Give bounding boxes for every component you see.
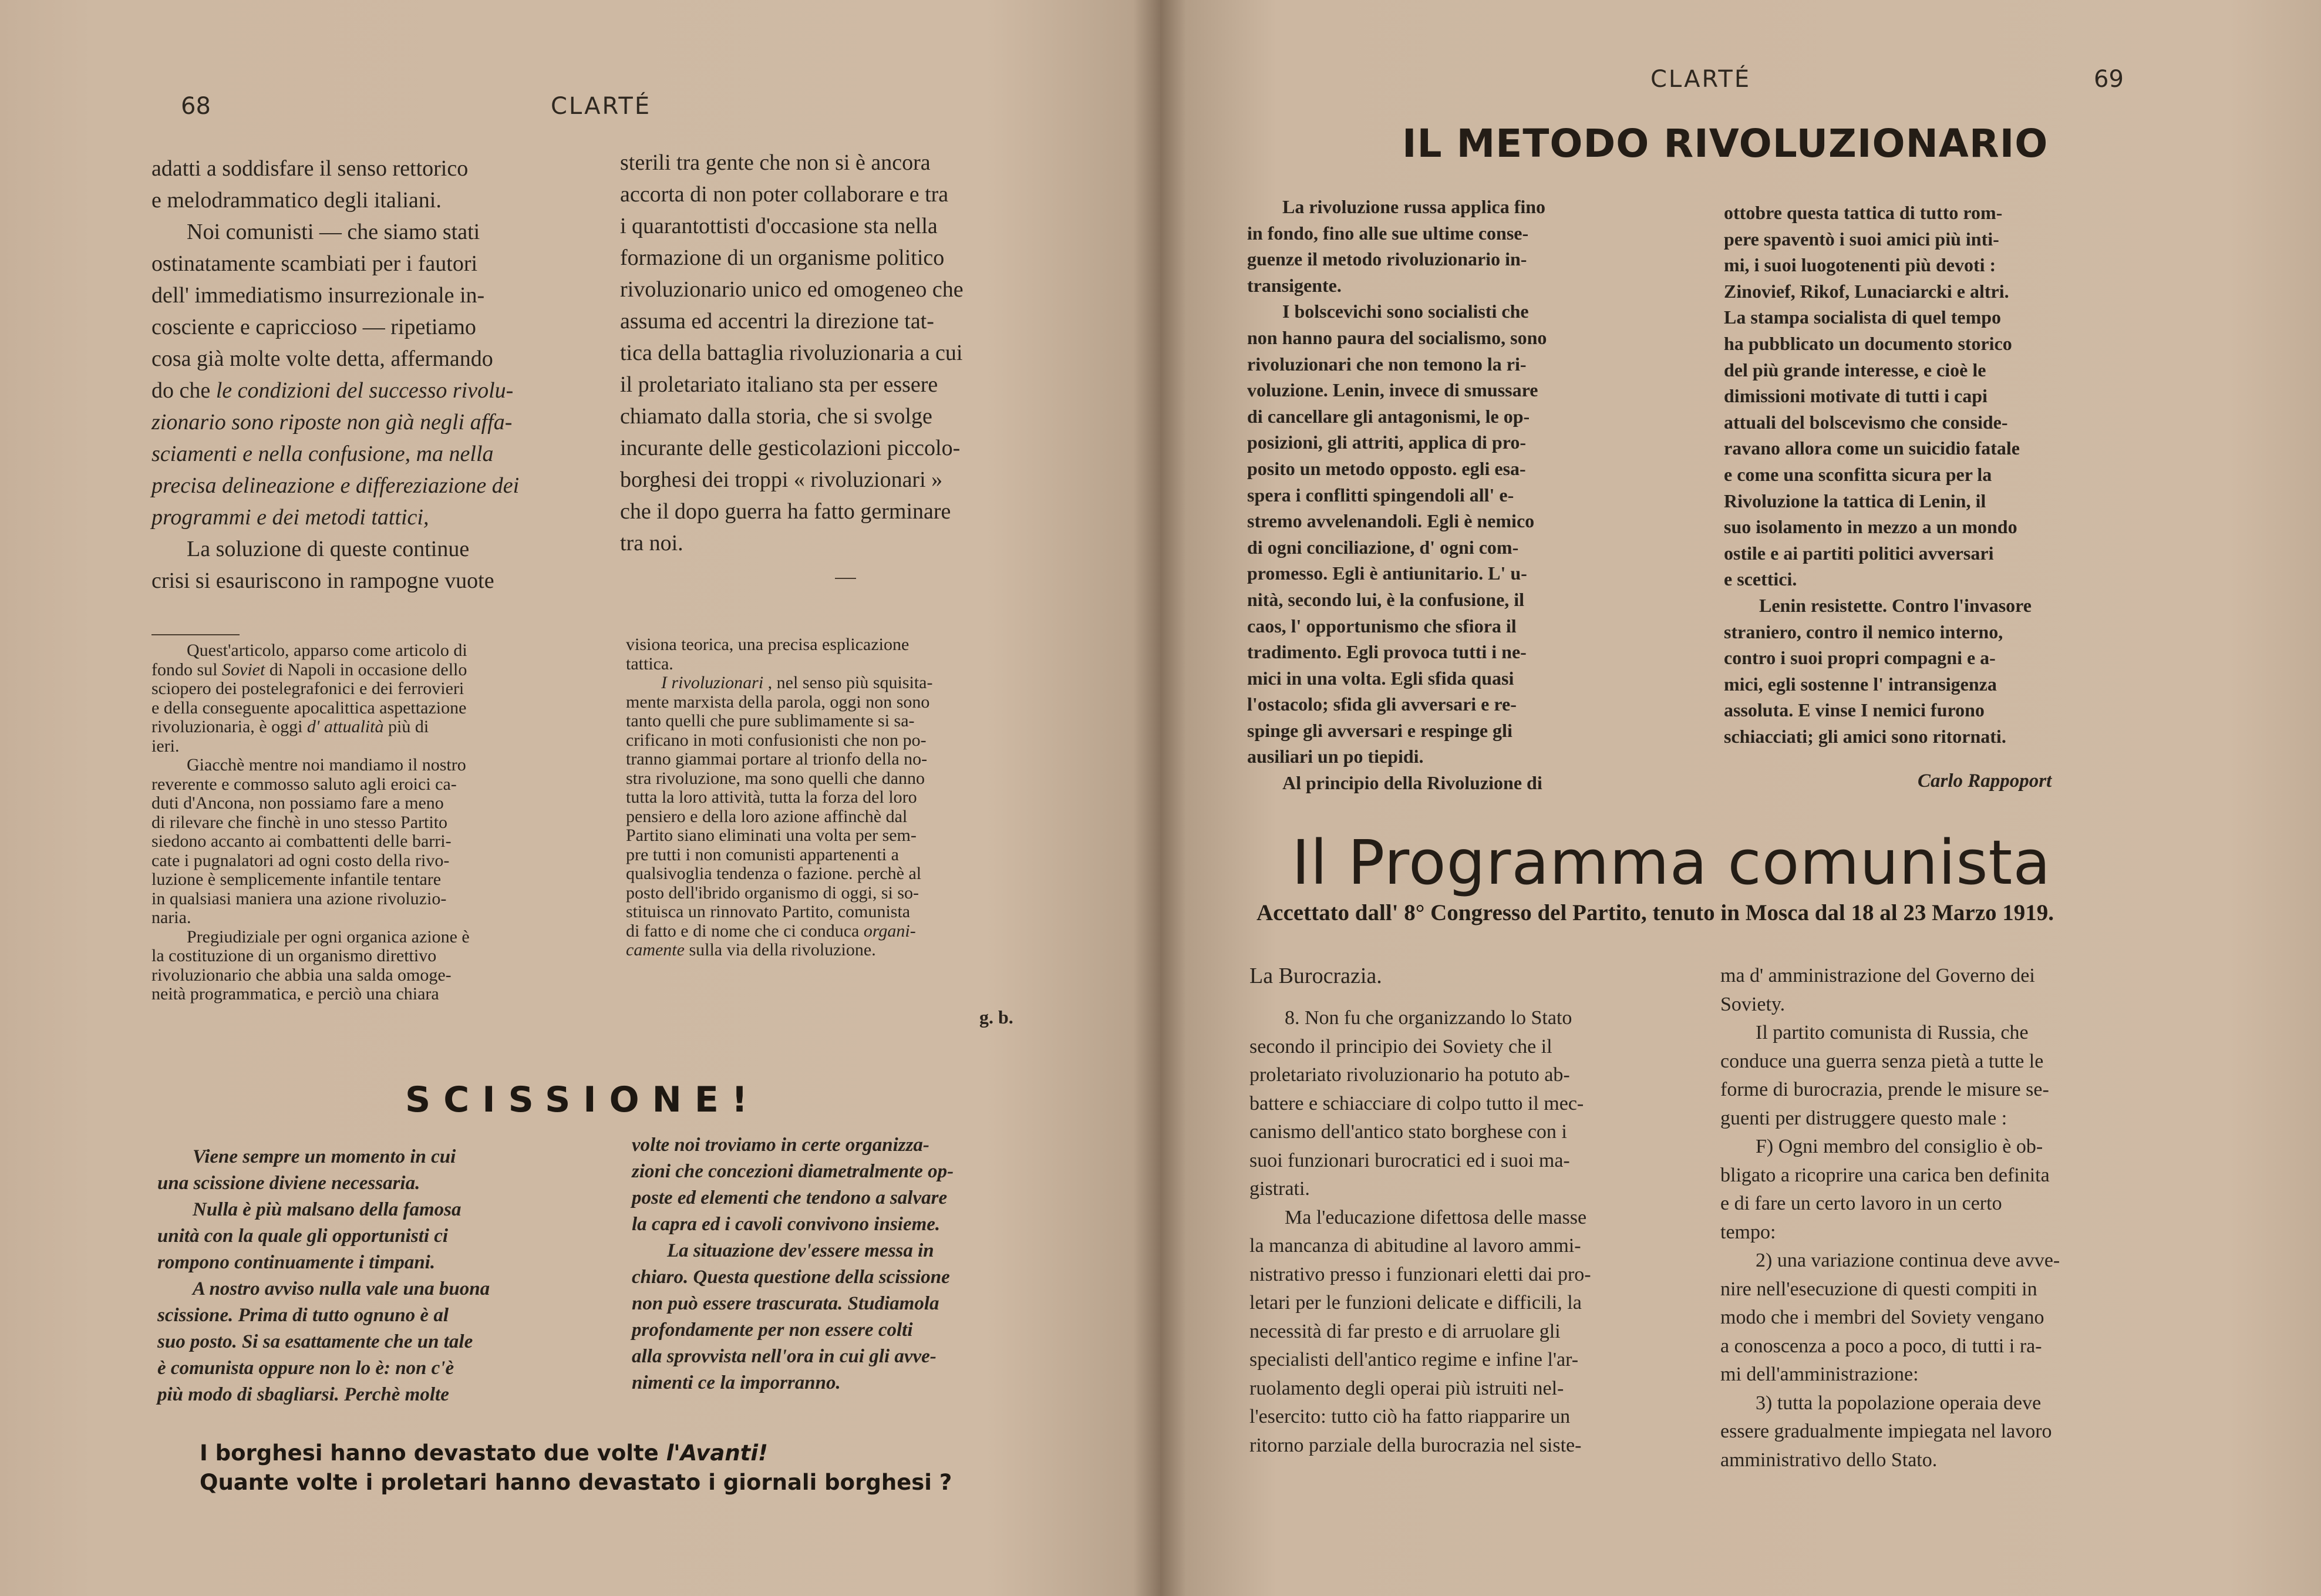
text-line: borghesi dei troppi « rivoluzionari » [620,467,943,492]
banner-line-2: Quante volte i proletari hanno devastato i giornali borghesi ? [200,1470,952,1495]
text-line: guenti per distruggere questo male : [1720,1107,2007,1129]
text-line: schiacciati; gli amici sono ritornati. [1724,725,2006,747]
text-line: rivoluzionaria, è oggi d' attualità più di [151,717,429,736]
banner-line-1 [200,1437,768,1469]
text-line: conduce una guerra senza pietà a tutte le [1720,1050,2044,1072]
text-line: modo che i membri del Soviety vengano [1720,1307,2044,1328]
text-line: profondamente per non essere colti [632,1319,913,1341]
text-line: tempo: [1720,1221,1776,1243]
text-line: zioni che concezioni diametralmente op- [632,1161,954,1182]
text-line: necessità di far presto e di arruolare gli [1249,1320,1561,1342]
text-line: ma d' amministrazione del Governo dei [1720,965,2035,986]
text-line: il proletariato italiano sta per essere [620,372,938,397]
text-line: tica della battaglia rivoluzionaria a cui [620,341,963,365]
text-line: di cancellare gli antagonismi, le op- [1247,405,1530,427]
metodo-column-2 [1724,200,2164,749]
text-line: di ogni conciliazione, d' ogni com- [1247,536,1519,558]
text-line: contro i suoi propri compagni e a- [1724,647,1996,669]
text-line: La stampa socialista di quel tempo [1724,307,2002,328]
end-dash [835,578,856,579]
running-head: CLARTÉ [1650,66,1751,93]
text-line: mi, i suoi luogotenenti più devoti : [1724,254,1996,276]
text-line: cosa già molte volte detta, affermando [151,346,493,371]
text-line: forme di burocrazia, prende le misure se- [1720,1079,2049,1100]
text-line: transigente. [1247,274,1342,296]
text-line: pere spaventò i suoi amici più inti- [1724,228,1999,250]
text-line: accorta di non poter collaborare e tra [620,182,949,207]
text-line: amministrativo dello Stato. [1720,1449,1938,1471]
text-line: Soviety. [1720,993,1786,1015]
text-line: chiaro. Questa questione della scissione [632,1267,950,1288]
text-line: specialisti dell'antico regime e infine l'ar- [1249,1349,1579,1371]
text-line: tattica. [626,654,673,674]
text-line: ritorno parziale della burocrazia nel siste- [1249,1434,1582,1456]
text-line: stituisca un rinnovato Partito, comunista [626,902,911,921]
text-line: Viene sempre un momento in cui [193,1146,456,1167]
text-line: e scettici. [1724,568,1797,590]
text-line: ha pubblicato un documento storico [1724,332,2012,354]
text-line: stra rivoluzione, ma sono quelli che danno [626,768,925,788]
text-line: posito un metodo opposto. egli esa- [1247,457,1526,479]
text-line: rivoluzionario unico ed omogeneo che [620,277,964,302]
text-line: del più grande interesse, e cioè le [1724,359,1986,381]
text-line: I rivoluzionari , nel senso più squisita- [661,673,933,692]
text-line: Partito siano eliminati una volta per sem- [626,826,917,845]
text-line: pre tutti i non comunisti appartenenti a [626,844,899,864]
text-line: più modo di sbagliarsi. Perchè molte [157,1384,449,1405]
text-line: camente sulla via della rivoluzione. [626,940,876,959]
text-line: Nulla è più malsano della famosa [193,1199,461,1220]
text-line: qualsivoglia tendenza o fazione. perchè al [626,864,922,883]
text-line: letari per le funzioni delicate e difficili, la [1249,1292,1582,1314]
text-line: di fatto e di nome che ci conduca organi- [626,921,916,941]
text-line: in fondo, fino alle sue ultime conse- [1247,222,1529,244]
text-line: spinge gli avversari e respinge gli [1247,719,1512,741]
text-line: programmi e dei metodi tattici, [151,505,429,530]
text-line: ieri. [151,736,180,756]
book-gutter-shadow [1133,0,1186,1596]
text-line: incurante delle gesticolazioni piccolo- [620,436,961,460]
text-line: scissione. Prima di tutto ognuno è al [157,1305,449,1326]
text-line: visiona teorica, una precisa esplicazione [626,635,909,654]
scissione-title: SCISSIONE! [405,1079,761,1120]
text-line: mici, egli sostenne l' intransigenza [1724,673,1997,695]
text-line: rivoluzionario che abbia una salda omoge- [151,965,452,985]
text-line: non può essere trascurata. Studiamola [632,1293,939,1314]
page-number: 69 [2094,66,2124,93]
programma-subtitle: Accettato dall' 8° Congresso del Partito, tenuto in Mosca dal 18 al 23 Marzo 1919. [1256,900,2054,925]
text-line: tranno giammai portare al trionfo della no- [626,749,928,769]
text-line: Il partito comunista di Russia, che [1756,1022,2029,1043]
text-line: secondo il principio dei Soviety che il [1249,1035,1552,1058]
text-line: guenze il metodo rivoluzionario in- [1247,248,1527,270]
page-number: 68 [181,93,211,120]
text-line: F) Ogni membro del consiglio è ob- [1756,1136,2043,1157]
text-line: bligato a ricoprire una carica ben definita [1720,1164,2050,1186]
text-line: adatti a soddisfare il senso rettorico [151,156,469,181]
text-line: i quarantottisti d'occasione sta nella [620,214,938,238]
text-line: la mancanza di abitudine al lavoro ammi- [1249,1235,1581,1257]
text-line: dimissioni motivate di tutti i capi [1724,385,1987,407]
footnote-column-1 [151,641,598,1004]
text-line: e della conseguente apocalittica aspettazione [151,698,467,718]
text-line: attuali del bolscevismo che conside- [1724,411,2008,433]
text-line: I bolscevichi sono socialisti che [1282,301,1529,322]
text-line: crisi si esauriscono in rampogne vuote [151,568,494,593]
text-line: ruolamento degli operai più istruiti nel- [1249,1377,1564,1399]
text-line: sterili tra gente che non si è ancora [620,150,931,175]
text-line: ravano allora come un suicidio fatale [1724,437,2020,459]
footnote-rule [151,634,240,635]
text-line: proletariato rivoluzionario ha potuto ab- [1249,1064,1570,1086]
text-line: Ma l'educazione difettosa delle masse [1285,1206,1587,1228]
text-line: assoluta. E vinse I nemici furono [1724,699,1985,721]
text-line: ostinatamente scambiati per i fautori [151,251,478,276]
text-line: e di fare un certo lavoro in un certo [1720,1193,2002,1214]
text-line: canismo dell'antico stato borghese con i [1249,1121,1567,1143]
right-page [1160,0,2321,1596]
text-line: La rivoluzione russa applica fino [1282,196,1546,217]
scissione-column-1 [157,1144,609,1408]
banner-line-1-text: I borghesi hanno devastato due volte l'Avanti! [200,1440,768,1466]
text-line: cate i pugnalatori ad ogni costo della rivo- [151,850,450,870]
text-line: e melodrammatico degli italiani. [151,188,442,213]
text-line: 8. Non fu che organizzando lo Stato [1285,1007,1572,1029]
text-line: l'ostacolo; sfida gli avversari e re- [1247,693,1517,715]
text-line: poste ed elementi che tendono a salvare [632,1187,948,1208]
text-line: rompono continuamente i timpani. [157,1252,436,1273]
text-line: posizioni, gli attriti, applica di pro- [1247,432,1526,453]
text-line: in qualsiasi maniera una azione rivoluzio- [151,888,447,908]
text-line: di rilevare che finchè in uno stesso Partito [151,812,448,832]
text-line: naria. [151,908,191,927]
programma-column-1 [1249,1004,1696,1460]
text-line: pensiero e della loro azione affinchè dal [626,806,908,826]
metodo-signature: Carlo Rappoport [1918,770,2052,792]
text-line: gistrati. [1249,1178,1310,1200]
text-line: nità, secondo lui, è la confusione, il [1247,588,1525,610]
text-line: siedono accanto ai combattenti delle barri- [151,831,452,851]
text-line: Zinovief, Rikof, Lunaciarcki e altri. [1724,280,2009,302]
metodo-title: IL METODO RIVOLUZIONARIO [1402,121,2049,166]
text-line: chiamato dalla storia, che si svolge [620,404,932,429]
text-line: voluzione. Lenin, invece di smussare [1247,379,1538,401]
text-line: ostile e ai partiti politici avversari [1724,542,1994,564]
text-line: Al principio della Rivoluzione di [1282,772,1542,794]
text-line: una scissione diviene necessaria. [157,1173,420,1194]
left-page [0,0,1160,1596]
programma-column-2 [1720,962,2167,1474]
text-line: Pregiudiziale per ogni organica azione è [187,927,470,947]
text-line: suo posto. Si sa esattamente che un tale [157,1331,473,1352]
article-column-2 [620,147,1072,559]
footnote-column-2 [626,635,1072,960]
text-line: la costituzione di un organismo direttivo [151,946,437,965]
article-column-1 [151,153,592,597]
scissione-column-2 [632,1132,1090,1396]
text-line: unità con la quale gli opportunisti ci [157,1225,449,1247]
text-line: alla sprovvista nell'ora in cui gli avve- [632,1346,937,1367]
text-line: luzione è semplicemente infantile tentare [151,870,442,889]
text-line: Noi comunisti — che siamo stati [187,220,480,244]
text-line: è comunista oppure non lo è: non c'è [157,1358,454,1379]
text-line: tutta la loro attività, tutta la forza del loro [626,787,917,807]
text-line: Giacchè mentre noi mandiamo il nostro [187,755,466,775]
text-line: straniero, contro il nemico interno, [1724,621,2003,642]
footnote-signature: g. b. [979,1006,1013,1028]
text-line: duti d'Ancona, non possiamo fare a meno [151,793,444,813]
text-line: tra noi. [620,531,683,555]
text-line: dell' immediatismo insurrezionale in- [151,283,485,308]
text-line: precisa delineazione e differeziazione dei [151,473,520,498]
text-line: battere e schiacciare di colpo tutto il mec- [1249,1092,1584,1114]
text-line: caos, l' opportunismo che sfiora il [1247,615,1517,637]
text-line: non hanno paura del socialismo, sono [1247,326,1547,348]
text-line: stremo avvelenandoli. Egli è nemico [1247,510,1535,532]
text-line: e come una sconfitta sicura per la [1724,463,1992,485]
text-line: la capra ed i cavoli convivono insieme. [632,1214,941,1235]
text-line: sciopero dei postelegrafonici e dei ferrovieri [151,679,464,698]
text-line: mi dell'amministrazione: [1720,1363,1919,1385]
text-line: a conoscenza a poco a poco, di tutti i ra- [1720,1335,2042,1357]
text-line: neità programmatica, e perciò una chiara [151,984,439,1004]
text-line: sciamenti e nella confusione, ma nella [151,442,494,466]
text-line: suoi funzionari burocratici ed i suoi ma- [1249,1149,1570,1171]
text-line: A nostro avviso nulla vale una buona [193,1278,490,1299]
programma-title: Il Programma comunista [1292,827,2051,898]
text-line: l'esercito: tutto ciò ha fatto riapparire un [1249,1406,1571,1427]
text-line: assuma ed accentri la direzione tat- [620,309,934,334]
text-line: che il dopo guerra ha fatto germinare [620,499,951,524]
text-line: crificano in moti confusionisti che non po- [626,730,927,750]
text-line: reverente e commosso saluto agli eroici ca- [151,774,457,794]
metodo-column-1 [1247,194,1687,796]
text-line: nire nell'esecuzione di questi compiti in [1720,1278,2037,1300]
text-line: 2) una variazione continua deve avve- [1756,1250,2060,1271]
text-line: Quest'articolo, apparso come articolo di [187,641,467,660]
text-line: 3) tutta la popolazione operaia deve [1756,1392,2042,1414]
text-line: essere gradualmente impiegata nel lavoro [1720,1420,2052,1442]
text-line: tanto quelli che pure sublimamente si sa- [626,711,915,730]
text-line: tradimento. Egli provoca tutti i ne- [1247,641,1527,663]
text-line: volte noi troviamo in certe organizza- [632,1134,929,1156]
text-line: do che le condizioni del successo rivolu- [151,378,514,403]
text-line: nimenti ce la imporranno. [632,1372,841,1393]
text-line: La soluzione di queste continue [187,537,470,561]
text-line: spera i conflitti spingendoli all' e- [1247,484,1514,506]
text-line: fondo sul Soviet di Napoli in occasione dello [151,659,467,679]
text-line: Lenin resistette. Contro l'invasore [1759,594,2032,616]
running-head: CLARTÉ [551,93,652,120]
text-line: nistrativo presso i funzionari eletti dai pro- [1249,1263,1591,1285]
text-line: rivoluzionari che non temono la ri- [1247,353,1527,375]
section-heading: La Burocrazia. [1249,964,1382,988]
text-line: posto dell'ibrido organismo di oggi, si so- [626,883,919,903]
text-line: La situazione dev'essere messa in [667,1240,934,1261]
text-line: cosciente e capriccioso — ripetiamo [151,315,476,339]
text-line: mente marxista della parola, oggi non sono [626,692,930,712]
text-line: mici in una volta. Egli sfida quasi [1247,667,1514,689]
text-line: formazione di un organisme politico [620,245,945,270]
text-line: Rivoluzione la tattica di Lenin, il [1724,490,1986,511]
text-line: promesso. Egli è antiunitario. L' u- [1247,563,1527,584]
text-line: ottobre questa tattica di tutto rom- [1724,202,2003,223]
text-line: zionario sono riposte non già negli affa- [151,410,513,435]
text-line: suo isolamento in mezzo a un mondo [1724,516,2017,538]
text-line: ausiliari un po tiepidi. [1247,746,1424,767]
